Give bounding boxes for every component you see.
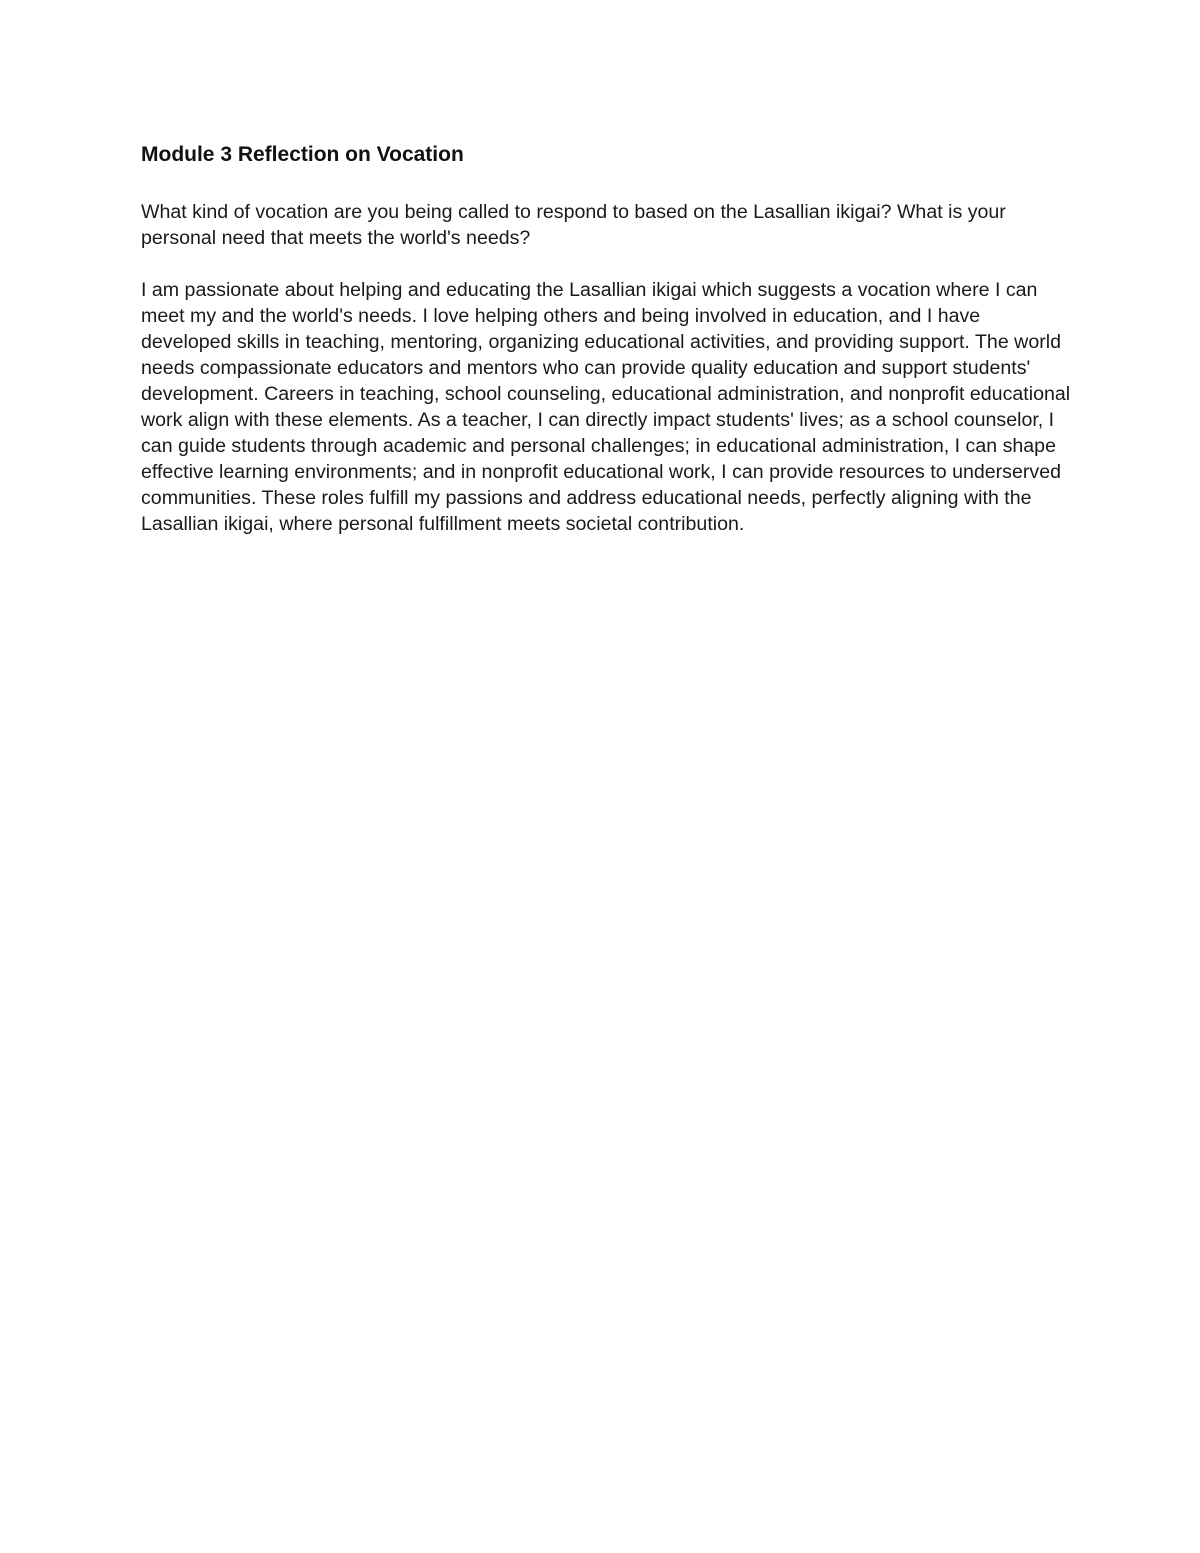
document-title: Module 3 Reflection on Vocation xyxy=(141,143,464,166)
document-content xyxy=(141,141,1071,537)
answer-paragraph: I am passionate about helping and educating the Lasallian ikigai which suggests a vocation where I can meet my and the world's needs. I love helping others and being involved in education, and I have developed skills in teaching, mentoring, organizing educational activities, and providing support. The world needs compassionate educators and mentors who can provide quality education and support students' development. Careers in teaching, school counseling, educational administration, and nonprofit educational work align with these elements. As a teacher, I can directly impact students' lives; as a school counselor, I can guide students through academic and personal challenges; in educational administration, I can shape effective learning environments; and in nonprofit educational work, I can provide resources to underserved communities. These roles fulfill my passions and address educational needs, perfectly aligning with the Lasallian ikigai, where personal fulfillment meets societal contribution. xyxy=(141,279,1071,535)
question-paragraph: What kind of vocation are you being called to respond to based on the Lasallian ikigai? What is your personal need that meets the world's needs? xyxy=(141,201,1006,249)
